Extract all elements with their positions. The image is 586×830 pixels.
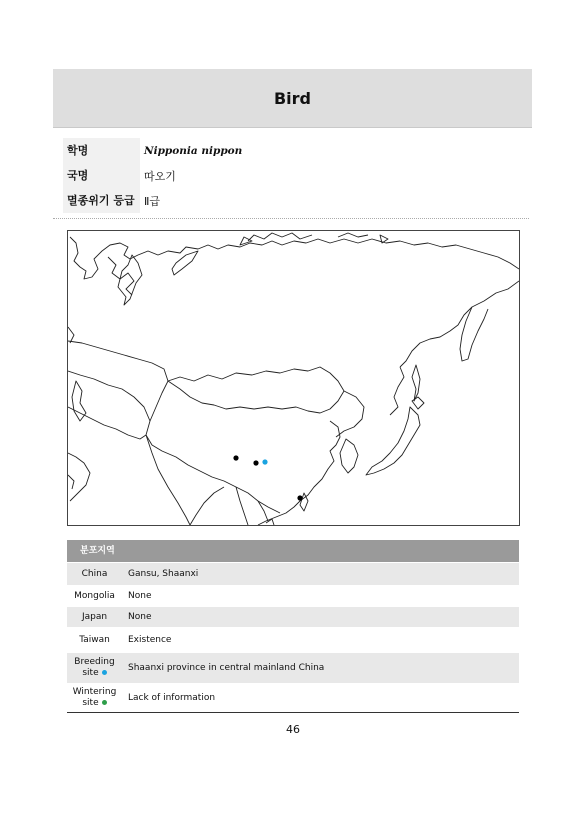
- row-value: Lack of information: [128, 693, 216, 703]
- row-key: [67, 657, 122, 679]
- row-value: Existence: [128, 635, 172, 645]
- page-header: [53, 69, 532, 128]
- record-dot: [297, 495, 302, 500]
- page-title: Bird: [273, 88, 312, 108]
- distribution-map: [67, 230, 520, 526]
- row-key-line2: site: [82, 698, 99, 708]
- row-value: Shaanxi province in central mainland China: [128, 663, 325, 673]
- row-key-line1: Wintering: [72, 687, 117, 697]
- page-number: 46: [286, 723, 300, 736]
- table-row: [67, 652, 519, 683]
- row-key: Taiwan: [79, 634, 110, 645]
- row-value: None: [128, 591, 152, 601]
- row-key: Mongolia: [74, 590, 115, 601]
- info-value: Ⅱ급: [144, 194, 161, 208]
- breeding-dot-icon: [102, 670, 107, 675]
- table-row: [67, 562, 519, 585]
- info-row-scientific-name: [63, 138, 529, 163]
- breeding-dot: [262, 459, 267, 464]
- distribution-heading: 분포지역: [67, 540, 519, 562]
- section-divider: [53, 218, 529, 219]
- row-key: [67, 687, 122, 709]
- record-dot: [253, 460, 258, 465]
- info-label: 국명: [63, 163, 140, 188]
- row-value: None: [128, 612, 152, 622]
- row-key: Japan: [81, 611, 108, 622]
- info-row-endangered-grade: [63, 188, 529, 213]
- row-key-line2: site: [82, 668, 99, 678]
- world-map-icon: [68, 231, 519, 525]
- row-value: Gansu, Shaanxi: [128, 569, 199, 579]
- row-key-line1: Breeding: [74, 657, 115, 667]
- table-row: [67, 585, 519, 606]
- wintering-dot-icon: [102, 700, 107, 705]
- info-label: 학명: [63, 138, 140, 163]
- table-row: [67, 683, 519, 713]
- row-key: China: [81, 568, 108, 579]
- info-value: 따오기: [144, 169, 176, 183]
- table-row: [67, 627, 519, 652]
- info-row-korean-name: [63, 163, 529, 188]
- table-row: [67, 606, 519, 627]
- info-value: Nipponia nippon: [144, 144, 243, 157]
- species-info: [63, 138, 529, 213]
- record-dot: [233, 455, 238, 460]
- distribution-table: [67, 540, 519, 713]
- info-label: 멸종위기 등급: [63, 188, 140, 213]
